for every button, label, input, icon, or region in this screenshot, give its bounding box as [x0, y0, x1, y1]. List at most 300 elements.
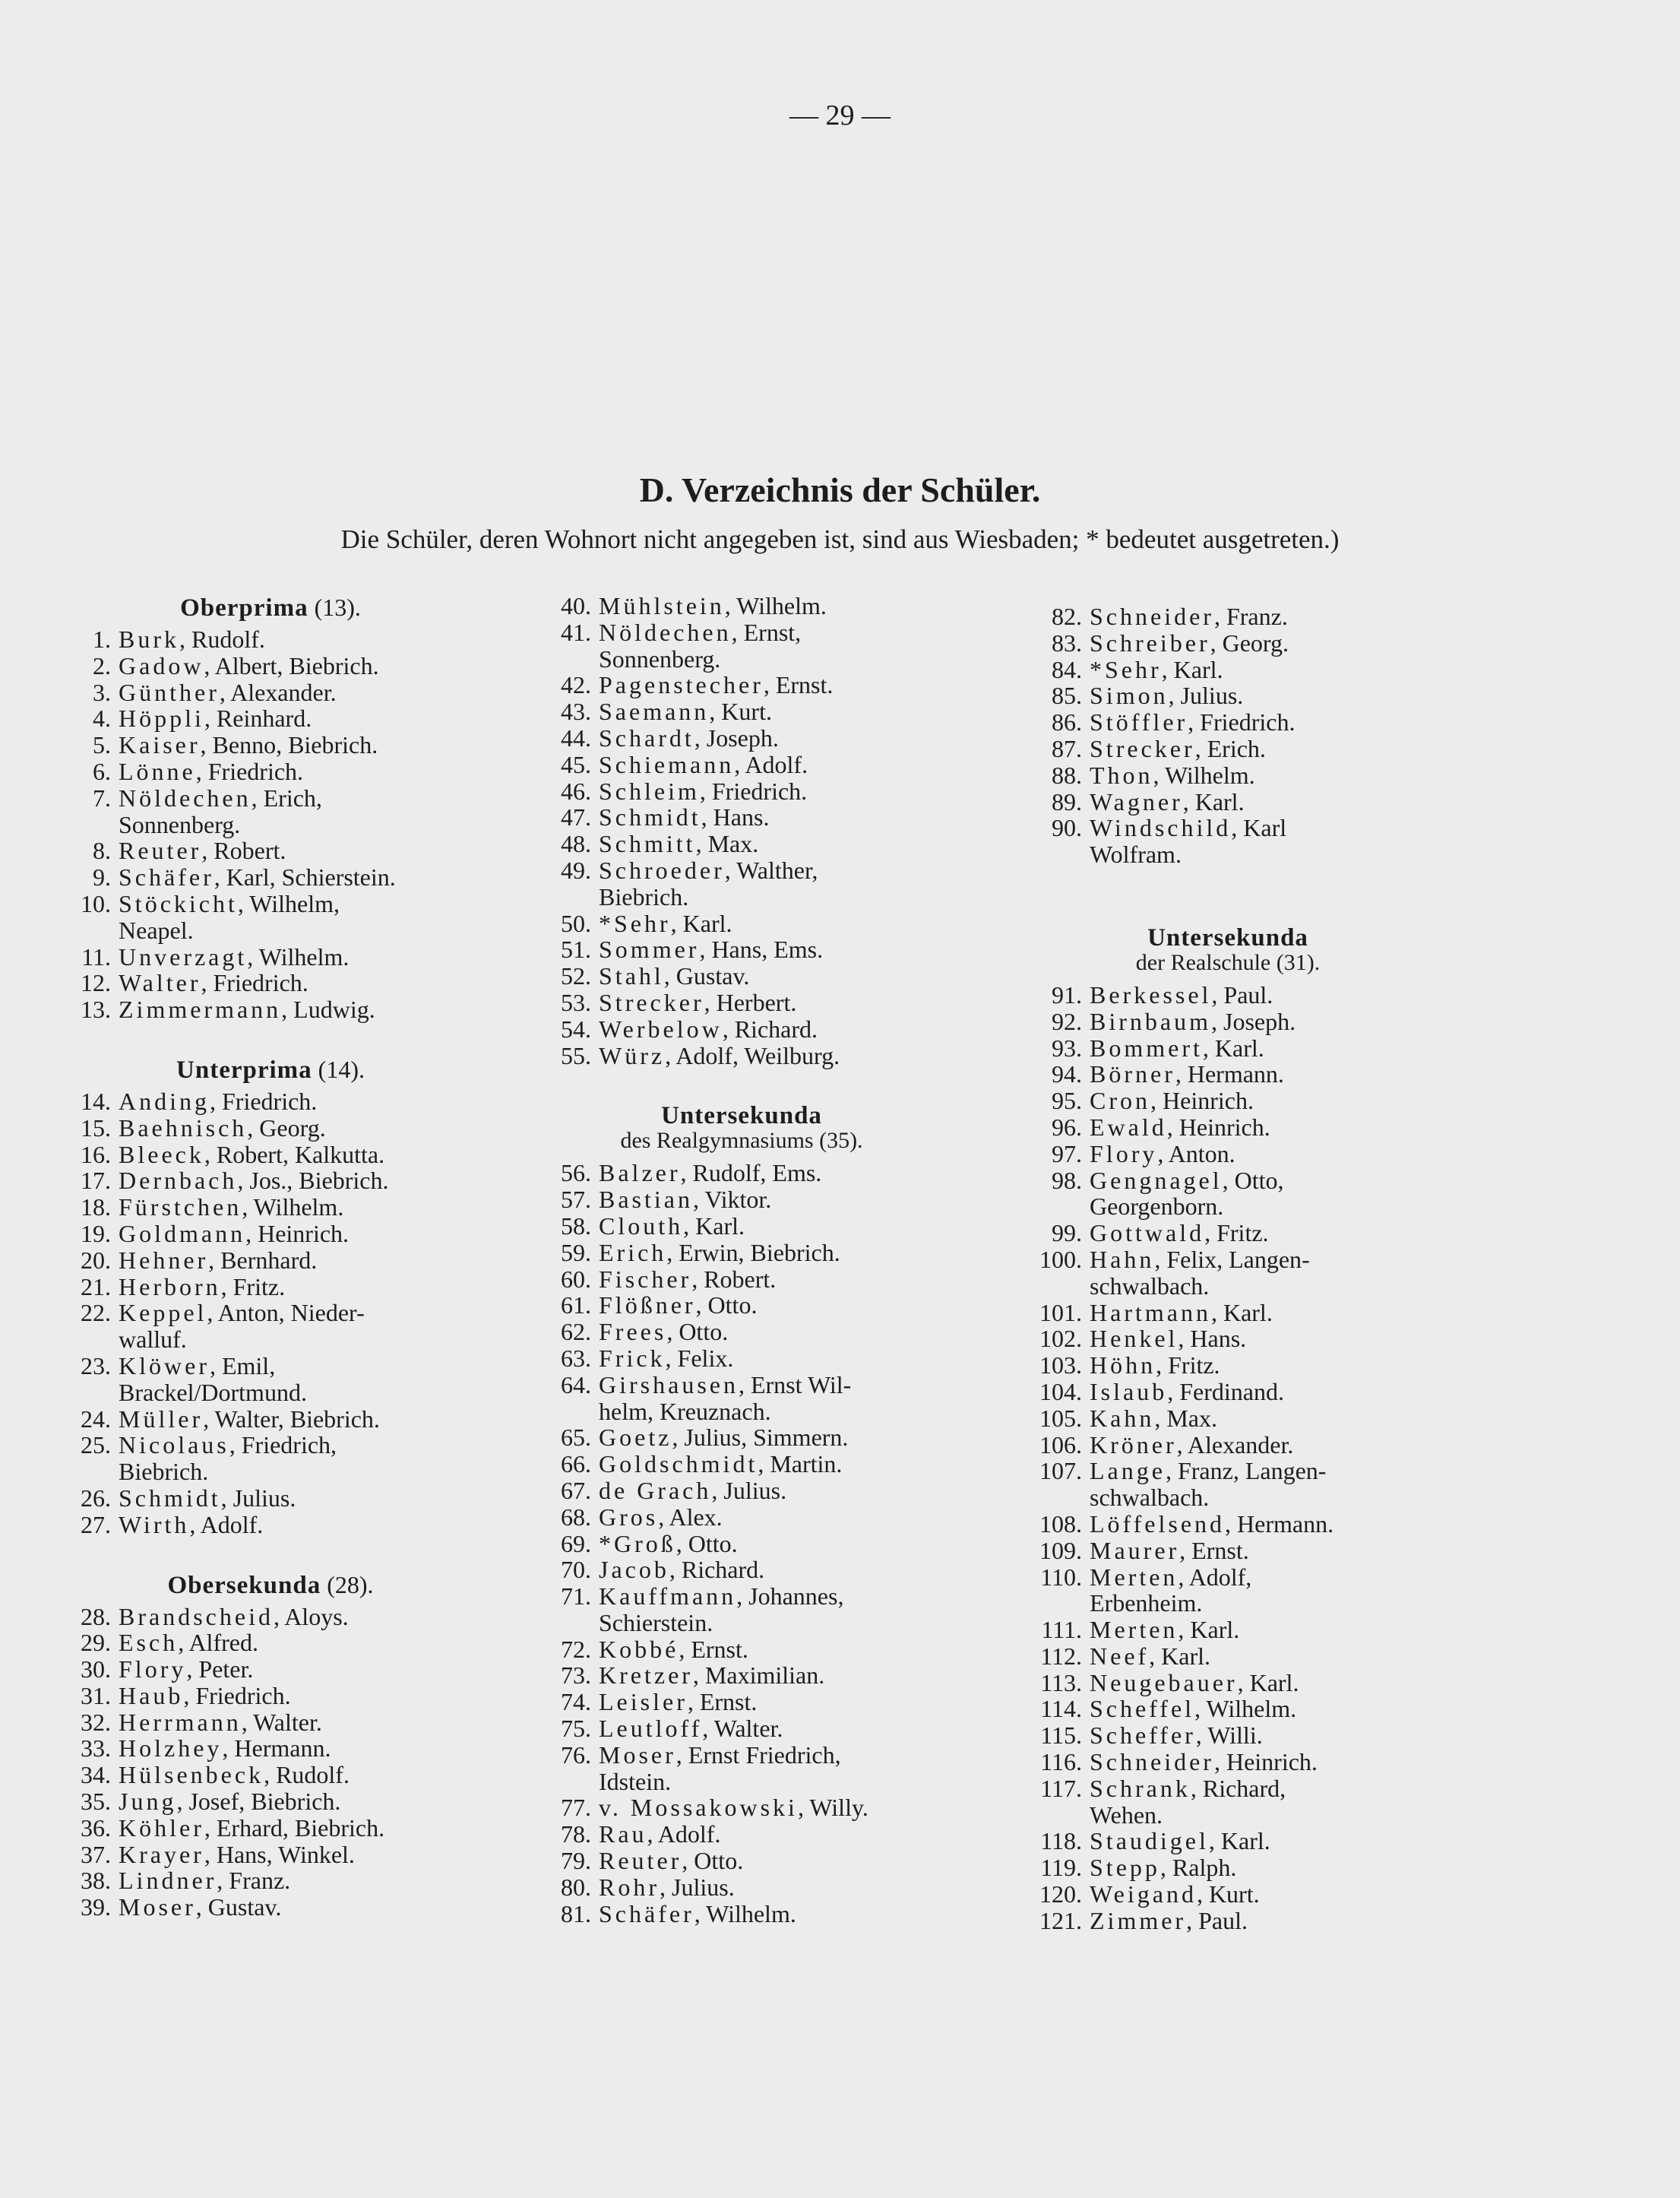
student-surname: Goetz — [599, 1424, 672, 1452]
student-details: , Ferdinand. — [1167, 1377, 1284, 1405]
entry-text — [591, 1794, 868, 1821]
student-surname: Jung — [119, 1788, 177, 1816]
entry-number: 94. — [1052, 1060, 1082, 1088]
column-2 — [536, 594, 1008, 1927]
student-surname: Weigand — [1090, 1880, 1197, 1908]
entry-text — [1082, 603, 1288, 630]
student-details: , Wilhelm. — [247, 942, 350, 971]
entry-text — [111, 679, 337, 706]
entry-text — [111, 1167, 388, 1194]
student-surname: Strecker — [1090, 734, 1195, 762]
section-name: Oberprima — [180, 594, 308, 622]
entry-text — [1082, 683, 1243, 709]
entry-text — [111, 970, 308, 996]
entry-number: 64. — [561, 1370, 591, 1398]
student-entry — [65, 1194, 521, 1221]
entry-number: 35. — [81, 1788, 111, 1816]
student-entry — [65, 1512, 521, 1538]
student-entry — [1023, 1696, 1494, 1722]
student-surname: Esch — [119, 1629, 179, 1657]
student-details: , Robert, Kalkutta. — [204, 1140, 385, 1168]
student-surname: Pagenstecher — [599, 671, 764, 699]
student-entry — [536, 1662, 1008, 1689]
entry-number: 48. — [561, 830, 591, 858]
student-entry — [536, 990, 1008, 1016]
entry-text — [1082, 789, 1245, 816]
entry-number: 56. — [561, 1159, 591, 1187]
student-details: , Richard, — [1190, 1774, 1286, 1802]
entry-text — [111, 1406, 380, 1433]
student-details: , Friedrich. — [1188, 708, 1296, 736]
student-entry — [1023, 1538, 1494, 1564]
entry-text — [111, 653, 379, 679]
student-details: , Otto. — [666, 1318, 729, 1346]
entry-number: 90. — [1052, 814, 1082, 842]
student-entry — [65, 944, 521, 971]
entry-number: 36. — [81, 1813, 111, 1842]
student-entry — [65, 1735, 521, 1762]
entry-text — [1082, 657, 1223, 683]
entry-text — [111, 785, 322, 838]
student-entry — [536, 1016, 1008, 1043]
entry-number: 105. — [1039, 1404, 1082, 1432]
entry-number: 93. — [1052, 1034, 1082, 1062]
student-details: , Hermann. — [222, 1734, 331, 1763]
student-surname: Höppli — [119, 705, 204, 733]
student-surname: Goldschmidt — [599, 1450, 758, 1478]
student-surname: Mühlstein — [599, 592, 725, 619]
student-details-continued: Idstein. — [599, 1767, 672, 1795]
student-surname: Schiemann — [599, 750, 735, 778]
entry-text — [1082, 1246, 1310, 1300]
student-details: , Karl. — [1210, 1298, 1273, 1326]
student-details: , Felix. — [665, 1344, 734, 1372]
student-surname: Kröner — [1090, 1430, 1177, 1458]
student-details: , Ernst Wil- — [738, 1370, 852, 1398]
student-details: , Robert. — [201, 837, 286, 865]
student-details: , Wilhelm. — [1194, 1695, 1297, 1723]
entry-text — [591, 804, 769, 831]
entry-text — [591, 1266, 776, 1293]
student-entry — [65, 1274, 521, 1300]
entry-text — [591, 831, 758, 857]
entry-number: 100. — [1039, 1245, 1082, 1273]
entry-text — [111, 759, 303, 785]
class-section — [1023, 924, 1494, 1934]
entry-number: 32. — [81, 1708, 111, 1736]
student-details: , Adolf. — [647, 1820, 721, 1848]
student-entry — [65, 1485, 521, 1512]
entry-number: 4. — [93, 705, 111, 733]
student-surname: Kauffmann — [599, 1582, 737, 1610]
student-surname: Schroeder — [599, 856, 725, 884]
student-entry — [1023, 1432, 1494, 1458]
student-details: , Karl. — [1237, 1668, 1299, 1696]
student-details: , Karl, Schierstein. — [214, 863, 396, 892]
entry-number: 37. — [81, 1840, 111, 1868]
student-details: , Max. — [695, 830, 759, 858]
intro-note: Die Schüler, deren Wohnort nicht angegeben ist, sind aus Wiesbaden; * bedeutet ausgetreten.) — [340, 524, 1340, 554]
entry-text — [1082, 1352, 1220, 1379]
entry-number: 45. — [561, 750, 591, 778]
student-details: , Fritz. — [220, 1272, 286, 1300]
entry-number: 13. — [81, 996, 111, 1024]
entry-text — [111, 1221, 349, 1247]
student-surname: Ewald — [1090, 1113, 1167, 1141]
entry-number: 42. — [561, 671, 591, 699]
entry-text — [1082, 1617, 1239, 1643]
student-entry — [65, 1353, 521, 1406]
student-details: , Julius, Simmern. — [672, 1424, 849, 1452]
section-count: (13). — [308, 594, 361, 621]
entry-text — [591, 1477, 786, 1504]
entry-number: 12. — [81, 969, 111, 997]
entry-number: 117. — [1040, 1774, 1082, 1802]
entry-number: 98. — [1052, 1166, 1082, 1194]
student-entry — [536, 1372, 1008, 1425]
section-name: Untersekunda — [661, 1102, 822, 1130]
entry-number: 54. — [561, 1015, 591, 1043]
entry-number: 22. — [81, 1299, 111, 1327]
student-surname: Höhn — [1090, 1351, 1156, 1379]
student-details: , Bernhard. — [208, 1246, 318, 1274]
entry-number: 49. — [561, 856, 591, 884]
entry-text — [591, 1424, 848, 1451]
student-surname: Herrmann — [119, 1708, 242, 1736]
student-entry — [536, 1043, 1008, 1069]
class-section — [536, 1102, 1008, 1927]
student-surname: Hehner — [119, 1246, 209, 1274]
student-entry — [536, 619, 1008, 673]
student-details: , Richard. — [669, 1556, 765, 1584]
student-details: , Heinrich. — [1213, 1748, 1318, 1776]
entry-number: 16. — [81, 1140, 111, 1168]
entry-number: 44. — [561, 724, 591, 752]
student-details: , Johannes, — [736, 1582, 844, 1610]
student-entry — [1023, 1325, 1494, 1352]
student-entry — [1023, 657, 1494, 683]
entry-number: 97. — [1052, 1139, 1082, 1167]
student-entry — [65, 1221, 521, 1247]
student-surname: Lönne — [119, 757, 196, 785]
entry-text — [1082, 1114, 1270, 1141]
student-surname: Gadow — [119, 651, 204, 679]
student-entry — [65, 626, 521, 653]
student-details: , Joseph. — [694, 724, 779, 752]
student-surname: Flory — [119, 1655, 187, 1683]
student-entry — [1023, 1220, 1494, 1246]
entry-text — [1082, 1670, 1299, 1696]
entry-number: 66. — [561, 1450, 591, 1478]
entry-number: 55. — [561, 1041, 591, 1069]
entry-text — [111, 838, 286, 864]
student-details: , Kurt. — [709, 698, 772, 726]
entry-number: 41. — [561, 618, 591, 646]
student-details: , Franz, Langen- — [1165, 1457, 1327, 1485]
entry-number: 85. — [1052, 682, 1082, 710]
entry-number: 89. — [1052, 787, 1082, 816]
student-surname: Kobbé — [599, 1635, 679, 1663]
entry-text — [111, 732, 378, 759]
student-details: , Ernst. — [687, 1688, 758, 1716]
student-surname: Reuter — [119, 837, 202, 865]
student-surname: Herborn — [119, 1272, 221, 1300]
student-surname: Erich — [599, 1238, 667, 1266]
entry-text — [1082, 762, 1255, 789]
entry-number: 96. — [1052, 1113, 1082, 1141]
student-entry — [536, 963, 1008, 990]
entry-text — [591, 990, 796, 1016]
entry-text — [1082, 709, 1295, 736]
student-details: , Ludwig. — [281, 996, 375, 1024]
entry-number: 119. — [1040, 1854, 1082, 1882]
entry-text — [111, 1709, 322, 1736]
student-surname: Merten — [1090, 1563, 1179, 1591]
student-details-continued: Biebrich. — [119, 1458, 209, 1486]
entry-text — [111, 1274, 285, 1300]
entry-number: 84. — [1052, 655, 1082, 683]
student-details: , Richard. — [722, 1015, 818, 1043]
student-entry — [536, 1213, 1008, 1240]
entry-number: 40. — [561, 592, 591, 619]
student-details: , Wilhelm. — [1153, 761, 1255, 789]
entry-number: 69. — [561, 1529, 591, 1557]
student-details: , Otto. — [675, 1529, 738, 1557]
student-entry — [536, 831, 1008, 857]
student-surname: Leutloff — [599, 1715, 703, 1743]
entry-number: 43. — [561, 698, 591, 726]
student-entry — [536, 1531, 1008, 1557]
student-surname: Saemann — [599, 698, 710, 726]
entry-text — [591, 1848, 743, 1874]
student-details: , Karl. — [1178, 1616, 1240, 1644]
student-details: , Reinhard. — [204, 705, 312, 733]
student-surname: Haub — [119, 1681, 184, 1709]
student-entry — [536, 1715, 1008, 1742]
entry-number: 111. — [1041, 1616, 1082, 1644]
entry-number: 62. — [561, 1318, 591, 1346]
student-entry — [536, 1345, 1008, 1372]
student-entry — [65, 1867, 521, 1894]
student-entry — [65, 838, 521, 864]
student-details: , Josef, Biebrich. — [176, 1788, 341, 1816]
student-entry — [536, 1424, 1008, 1451]
student-entry — [65, 1115, 521, 1142]
student-details: , Alexander. — [219, 678, 337, 706]
student-details: , Alfred. — [178, 1629, 258, 1657]
entry-text — [591, 1043, 840, 1069]
student-entry — [1023, 1670, 1494, 1696]
student-surname: *Sehr — [1090, 655, 1162, 683]
student-details: , Martin. — [758, 1450, 843, 1478]
entry-text — [111, 1788, 340, 1815]
student-details: , Wilhelm. — [724, 592, 827, 619]
student-surname: Rau — [599, 1820, 647, 1848]
student-details: , Herbert. — [704, 988, 797, 1016]
student-details: , Fritz. — [1204, 1219, 1269, 1247]
student-entry — [1023, 1352, 1494, 1379]
entry-text — [1082, 736, 1266, 762]
student-surname: Gottwald — [1090, 1219, 1205, 1247]
entry-number: 26. — [81, 1484, 111, 1512]
entry-text — [111, 1194, 343, 1221]
entry-number: 15. — [81, 1113, 111, 1142]
student-details: , Heinrich. — [1150, 1087, 1254, 1115]
entry-number: 6. — [93, 757, 111, 785]
student-entry — [1023, 1881, 1494, 1908]
entry-text — [111, 864, 396, 891]
student-surname: Sommer — [599, 936, 700, 964]
student-surname: Rohr — [599, 1873, 660, 1901]
student-entry — [536, 1742, 1008, 1795]
student-details: , Robert. — [691, 1265, 777, 1293]
student-surname: Hülsenbeck — [119, 1761, 264, 1789]
student-details: , Friedrich, — [229, 1431, 337, 1459]
student-details: , Otto. — [695, 1291, 758, 1319]
student-entry — [1023, 1775, 1494, 1829]
entry-text — [591, 1319, 728, 1345]
entry-number: 9. — [93, 863, 111, 892]
student-details: , Georg. — [247, 1113, 326, 1142]
student-entry — [536, 672, 1008, 698]
entry-text — [1082, 1035, 1264, 1062]
student-entry — [536, 1292, 1008, 1319]
student-surname: Werbelow — [599, 1015, 723, 1043]
student-details: , Ernst Friedrich, — [675, 1740, 841, 1769]
student-surname: Schneider — [1090, 1748, 1214, 1776]
page-title: D. Verzeichnis der Schüler. — [639, 470, 1041, 509]
student-surname: Dernbach — [119, 1167, 238, 1195]
entry-text — [1082, 1061, 1284, 1088]
entry-number: 61. — [561, 1291, 591, 1319]
entry-text — [591, 1292, 757, 1319]
student-surname: Frick — [599, 1344, 666, 1372]
student-surname: Berkessel — [1090, 980, 1212, 1009]
entry-number: 75. — [561, 1715, 591, 1743]
student-surname: Reuter — [599, 1847, 682, 1875]
student-surname: Schäfer — [599, 1899, 694, 1927]
student-surname: Neugebauer — [1090, 1668, 1238, 1696]
student-entry — [536, 725, 1008, 752]
entry-number: 50. — [561, 909, 591, 937]
student-surname: Schardt — [599, 724, 694, 752]
student-details: , Aloys. — [273, 1602, 349, 1630]
student-details: , Paul. — [1186, 1906, 1248, 1934]
entry-text — [591, 1557, 764, 1583]
student-details: , Ernst. — [1179, 1536, 1249, 1564]
class-section — [65, 1572, 521, 1921]
student-details: , Walter. — [241, 1708, 322, 1736]
student-entry — [536, 1319, 1008, 1345]
entry-text — [111, 1894, 281, 1921]
entry-number: 113. — [1040, 1668, 1082, 1696]
student-surname: Windschild — [1090, 814, 1232, 842]
student-details-continued: Wolfram. — [1090, 841, 1182, 869]
entry-number: 114. — [1040, 1695, 1082, 1723]
section-count: (28). — [321, 1570, 374, 1598]
entry-number: 88. — [1052, 761, 1082, 789]
student-details: , Hermann. — [1225, 1509, 1334, 1538]
student-entry — [65, 1406, 521, 1433]
page-number: — 29 — — [789, 100, 891, 131]
entry-text — [111, 1815, 384, 1842]
section-name: Untersekunda — [1147, 923, 1308, 952]
student-surname: Nicolaus — [119, 1431, 229, 1459]
entry-text — [1082, 1300, 1273, 1326]
entry-number: 92. — [1052, 1007, 1082, 1035]
student-surname: Krayer — [119, 1840, 204, 1868]
student-surname: Stöckicht — [119, 889, 238, 917]
student-details: , Anton, Nieder- — [207, 1299, 365, 1327]
column-1 — [65, 594, 521, 1921]
entry-text — [1082, 630, 1289, 657]
entry-number: 25. — [81, 1431, 111, 1459]
entry-number: 7. — [93, 784, 111, 812]
student-details: , Rudolf. — [179, 626, 265, 653]
student-entry — [65, 759, 521, 785]
student-details: , Wilhelm. — [694, 1899, 796, 1927]
student-entry — [1023, 1405, 1494, 1432]
student-entry — [1023, 1035, 1494, 1062]
entry-number: 27. — [81, 1510, 111, 1538]
entry-number: 38. — [81, 1867, 111, 1895]
student-surname: Leisler — [599, 1688, 688, 1716]
student-details: , Hans. — [701, 803, 770, 831]
student-details: , Karl. — [683, 1211, 745, 1240]
student-surname: Wagner — [1090, 787, 1183, 816]
entry-text — [591, 936, 823, 963]
entry-number: 34. — [81, 1761, 111, 1789]
student-entry — [65, 1815, 521, 1842]
entry-number: 24. — [81, 1405, 111, 1433]
student-entry — [1023, 603, 1494, 630]
entry-text — [591, 911, 732, 937]
student-surname: Kaiser — [119, 731, 201, 759]
student-entry — [536, 1160, 1008, 1186]
entry-text — [111, 1604, 349, 1630]
student-surname: Gros — [599, 1503, 659, 1531]
student-details: , Julius. — [1168, 682, 1244, 710]
student-entry — [536, 1583, 1008, 1636]
student-details: , Ralph. — [1160, 1854, 1237, 1882]
student-surname: Zimmermann — [119, 996, 282, 1024]
entry-text — [591, 725, 779, 752]
student-details-continued: Erbenheim. — [1090, 1589, 1203, 1617]
student-entry — [65, 1894, 521, 1921]
entry-text — [111, 626, 265, 653]
student-details: , Karl. — [1202, 1034, 1264, 1062]
student-entry — [1023, 1828, 1494, 1854]
entry-text — [591, 1901, 796, 1927]
entry-text — [1082, 1564, 1251, 1617]
student-entry — [1023, 1167, 1494, 1221]
entry-number: 30. — [81, 1655, 111, 1683]
entry-text — [111, 944, 349, 971]
student-details: , Anton. — [1157, 1139, 1235, 1167]
entry-text — [1082, 1167, 1284, 1221]
entry-number: 116. — [1040, 1748, 1082, 1776]
student-surname: Clouth — [599, 1211, 684, 1240]
student-surname: Staudigel — [1090, 1827, 1209, 1855]
student-details: , Maximilian. — [692, 1661, 825, 1690]
student-entry — [65, 653, 521, 679]
student-entry — [1023, 1564, 1494, 1617]
entry-text — [111, 891, 340, 944]
entry-text — [591, 1451, 842, 1477]
student-details: , Adolf, — [1178, 1563, 1252, 1591]
entry-number: 33. — [81, 1734, 111, 1763]
student-details: , Wilhelm. — [242, 1193, 344, 1221]
